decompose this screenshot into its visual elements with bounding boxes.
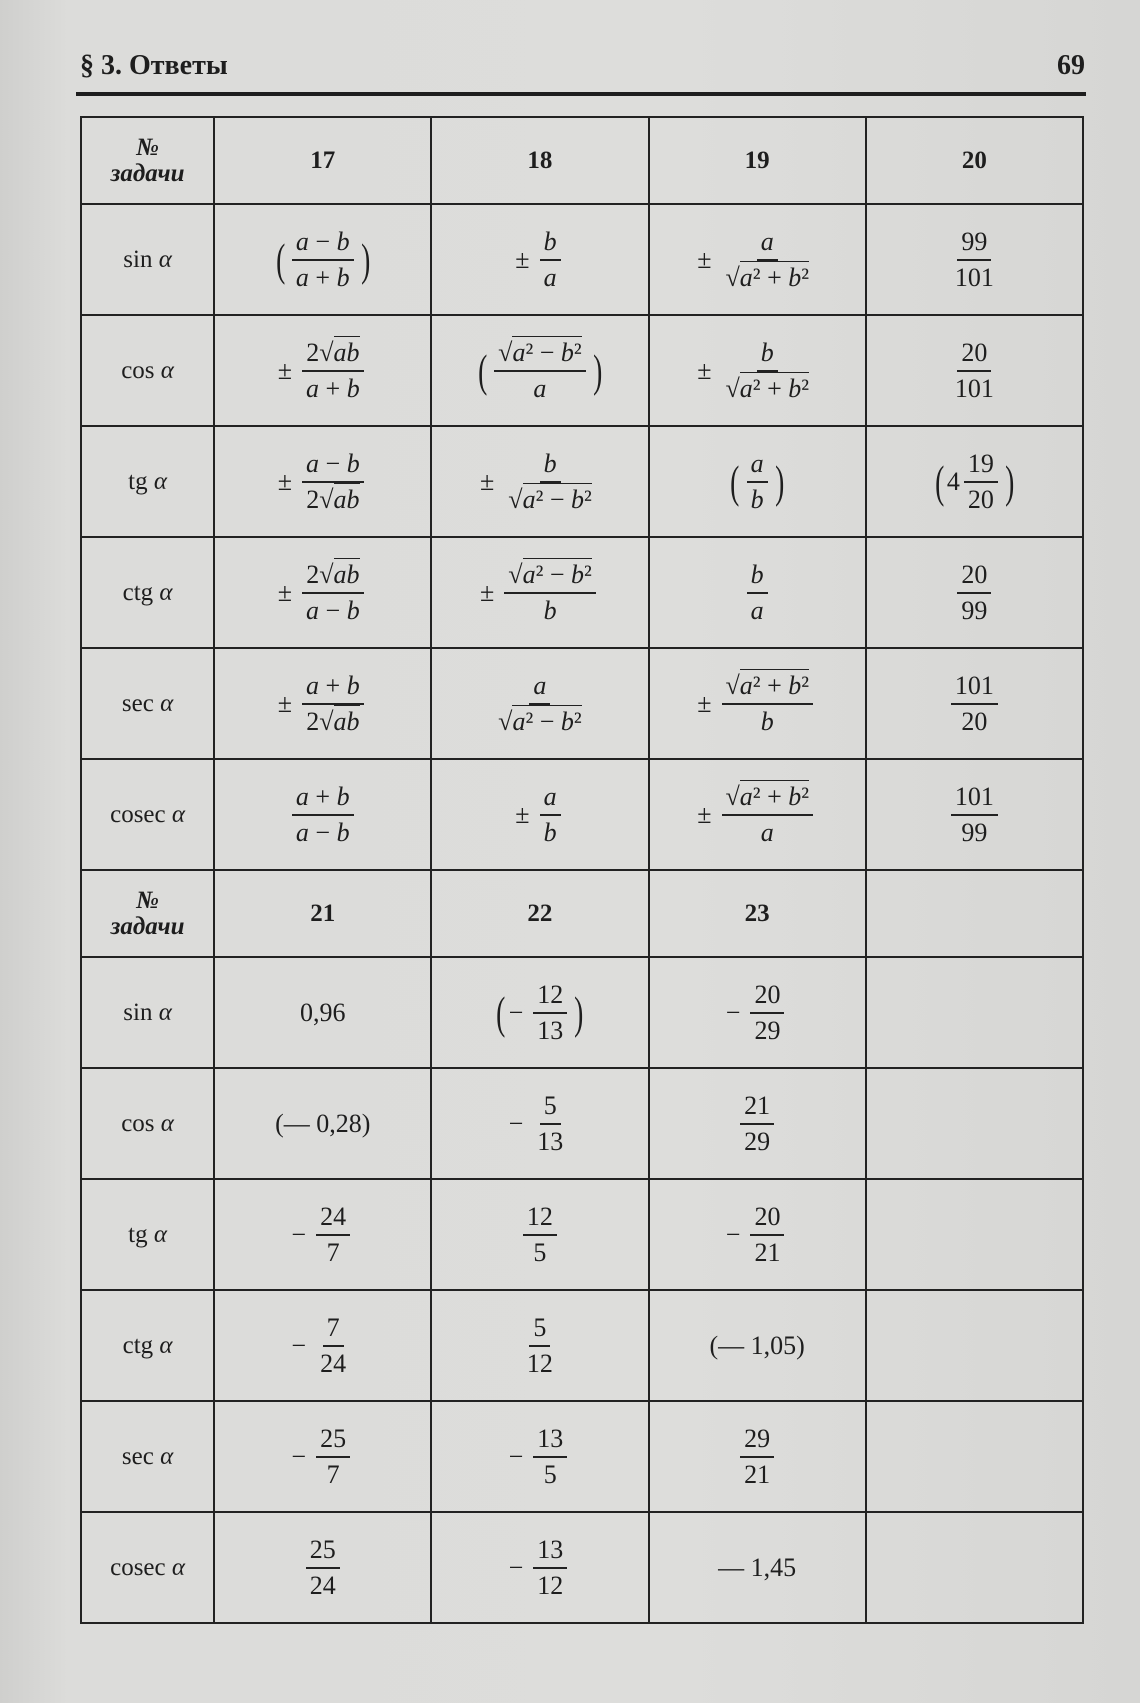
answer-cell: ± $\frac{2√ab}{a - b}$	[214, 537, 431, 648]
answer-cell: (— 1,05)	[649, 1290, 866, 1401]
answer-cell: ± $\frac{a - b}{2√ab}$	[214, 426, 431, 537]
answer-cell: ± $\frac{2√ab}{a + b}$	[214, 315, 431, 426]
function-label: ctg α	[81, 537, 214, 648]
function-label: sec α	[81, 1401, 214, 1512]
answer-cell: − $\frac{20}{21}$	[649, 1179, 866, 1290]
block1-row-cos	[81, 315, 1083, 426]
function-label: cos α	[81, 1068, 214, 1179]
block2-header-row	[81, 870, 1083, 957]
answer-cell: ( $\frac{\text{√a² − b²}}{a}$ )	[431, 315, 648, 426]
task-number-cell: 23	[649, 870, 866, 957]
block1-row-cosec	[81, 759, 1083, 870]
answer-cell: ± $\frac{\text{√a² + b²}}{b}$	[649, 648, 866, 759]
answer-cell: (— 0,28)	[214, 1068, 431, 1179]
block1-row-ctg	[81, 537, 1083, 648]
answer-cell: $\frac{20}{99}$	[866, 537, 1083, 648]
answer-cell: $\frac{25}{24}$	[214, 1512, 431, 1623]
task-number-cell: 21	[214, 870, 431, 957]
answer-cell: ± $\frac{b}{a}$	[431, 204, 648, 315]
answer-cell: ± $\frac{a + b}{2√ab}$	[214, 648, 431, 759]
answer-cell: ( $\frac{a - b}{a + b}$ )	[214, 204, 431, 315]
answer-cell: ( $\frac{a}{b}$ )	[649, 426, 866, 537]
block2-row-cosec	[81, 1512, 1083, 1623]
answer-cell: ± $\frac{a}{b}$	[431, 759, 648, 870]
task-number-cell	[866, 870, 1083, 957]
answer-cell	[866, 1401, 1083, 1512]
answer-cell: − $\frac{5}{13}$	[431, 1068, 648, 1179]
function-label: sec α	[81, 648, 214, 759]
block1-row-sec	[81, 648, 1083, 759]
answer-cell	[866, 1068, 1083, 1179]
answer-cell: $\frac{a}{\text{√a² − b²}}$	[431, 648, 648, 759]
task-number-label	[81, 870, 214, 957]
function-label: sin α	[81, 204, 214, 315]
function-label: cos α	[81, 315, 214, 426]
answer-cell: − $\frac{7}{24}$	[214, 1290, 431, 1401]
block1-header-row	[81, 117, 1083, 204]
answer-cell	[866, 1512, 1083, 1623]
task-number-cell: 20	[866, 117, 1083, 204]
answer-cell: $\frac{29}{21}$	[649, 1401, 866, 1512]
answer-cell: ± $\frac{a}{\text{√a² + b²}}$	[649, 204, 866, 315]
answer-cell: − $\frac{25}{7}$	[214, 1401, 431, 1512]
answer-cell: — 1,45	[649, 1512, 866, 1623]
answer-cell: $\frac{b}{a}$	[649, 537, 866, 648]
block2-row-sin	[81, 957, 1083, 1068]
page-number: 69	[1057, 50, 1085, 81]
answer-cell: $\frac{12}{5}$	[431, 1179, 648, 1290]
answer-cell: $\frac{101}{99}$	[866, 759, 1083, 870]
answer-cell: ± $\frac{\text{√a² − b²}}{b}$	[431, 537, 648, 648]
function-label: cosec α	[81, 759, 214, 870]
answer-cell: $\frac{101}{20}$	[866, 648, 1083, 759]
function-label: tg α	[81, 1179, 214, 1290]
answer-cell: ± $\frac{b}{\text{√a² − b²}}$	[431, 426, 648, 537]
block1-row-tg	[81, 426, 1083, 537]
block2-row-ctg	[81, 1290, 1083, 1401]
page-header	[80, 50, 1085, 90]
answers-table	[80, 116, 1084, 1624]
answer-cell: $\frac{a + b}{a - b}$	[214, 759, 431, 870]
function-label: ctg α	[81, 1290, 214, 1401]
answer-cell	[866, 1179, 1083, 1290]
block2-row-sec	[81, 1401, 1083, 1512]
task-label-word: задачи	[110, 159, 185, 187]
answer-cell: ( − $\frac{12}{13}$ )	[431, 957, 648, 1068]
answer-cell: $\frac{20}{101}$	[866, 315, 1083, 426]
task-label-word: задачи	[110, 912, 185, 940]
task-number-cell: 19	[649, 117, 866, 204]
function-label: sin α	[81, 957, 214, 1068]
header-rule	[76, 92, 1086, 96]
answer-cell: ± $\frac{\text{√a² + b²}}{a}$	[649, 759, 866, 870]
answer-cell: $\frac{99}{101}$	[866, 204, 1083, 315]
answer-cell: − $\frac{13}{12}$	[431, 1512, 648, 1623]
task-number-cell: 17	[214, 117, 431, 204]
function-label: tg α	[81, 426, 214, 537]
answer-cell	[866, 957, 1083, 1068]
block2-row-tg	[81, 1179, 1083, 1290]
task-label-symbol: №	[136, 886, 159, 914]
block1-row-sin	[81, 204, 1083, 315]
answer-cell: $\frac{21}{29}$	[649, 1068, 866, 1179]
answer-cell: − $\frac{20}{29}$	[649, 957, 866, 1068]
task-number-cell: 22	[431, 870, 648, 957]
task-number-cell: 18	[431, 117, 648, 204]
task-label-symbol: №	[136, 133, 159, 161]
answer-cell: ± $\frac{b}{\text{√a² + b²}}$	[649, 315, 866, 426]
task-number-label	[81, 117, 214, 204]
block2-row-cos	[81, 1068, 1083, 1179]
answer-cell: 0,96	[214, 957, 431, 1068]
function-label: cosec α	[81, 1512, 214, 1623]
answer-cell: − $\frac{24}{7}$	[214, 1179, 431, 1290]
section-title: § 3. Ответы	[80, 50, 228, 81]
answer-cell: $\frac{5}{12}$	[431, 1290, 648, 1401]
answer-cell: − $\frac{13}{5}$	[431, 1401, 648, 1512]
answer-cell	[866, 1290, 1083, 1401]
answer-cell: ( 4 $\frac{19}{20}$ )	[866, 426, 1083, 537]
